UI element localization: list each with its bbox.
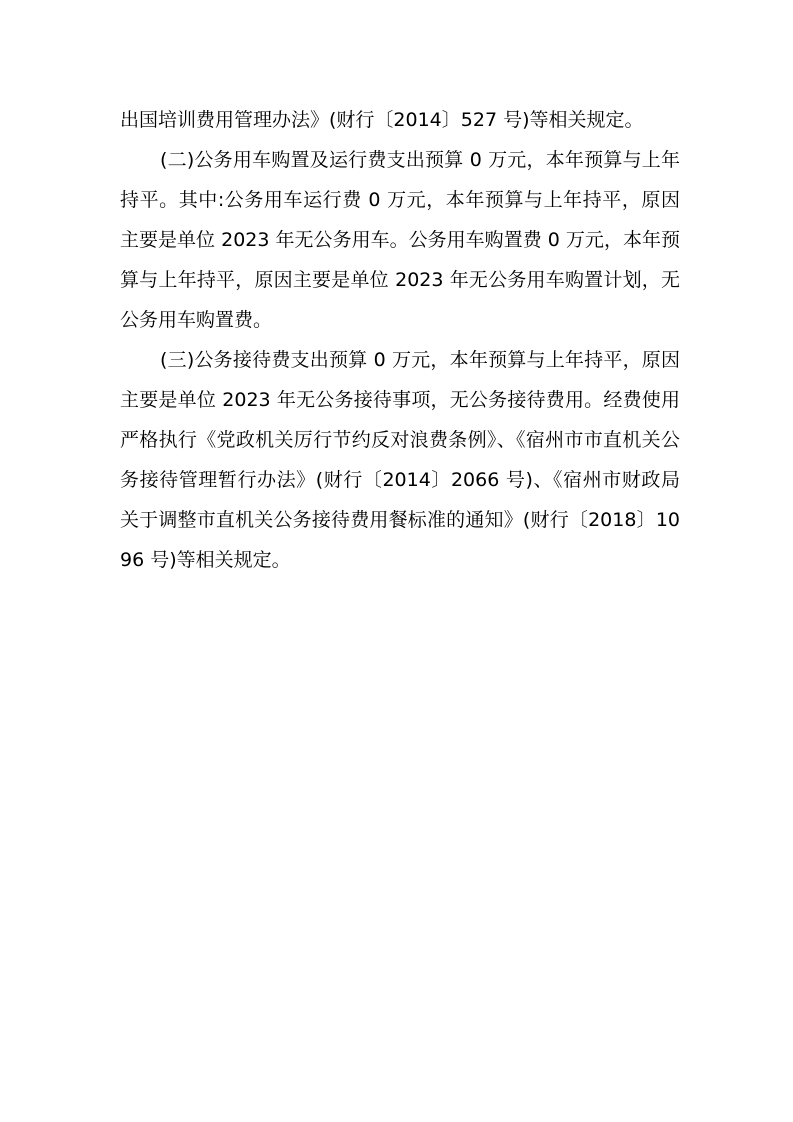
document-body bbox=[120, 100, 680, 580]
paragraph-reception-expense: (三)公务接待费支出预算 0 万元，本年预算与上年持平，原因主要是单位 2023 年无公务接待事项，无公务接待费用。经费使用严格执行《党政机关厉行节约反对浪费条例》、《宿州市市直机关公务接待管理暂行办法》(财行〔2014〕2066 号)、《宿州市财政局关于调整市直机关公务接待费用餐标准的通知》(财行〔2018〕1096 号)等相关规定。 bbox=[120, 349, 680, 571]
paragraph-vehicle-expense: (二)公务用车购置及运行费支出预算 0 万元，本年预算与上年持平。其中:公务用车运行费 0 万元，本年预算与上年持平，原因主要是单位 2023 年无公务用车。公务用车购置费 0 万元，本年预算与上年持平，原因主要是单位 2023 年无公务用车购置计划，无公务用车购置费。 bbox=[120, 149, 680, 331]
paragraph-continuation: 出国培训费用管理办法》(财行〔2014〕527 号)等相关规定。 bbox=[120, 109, 644, 131]
